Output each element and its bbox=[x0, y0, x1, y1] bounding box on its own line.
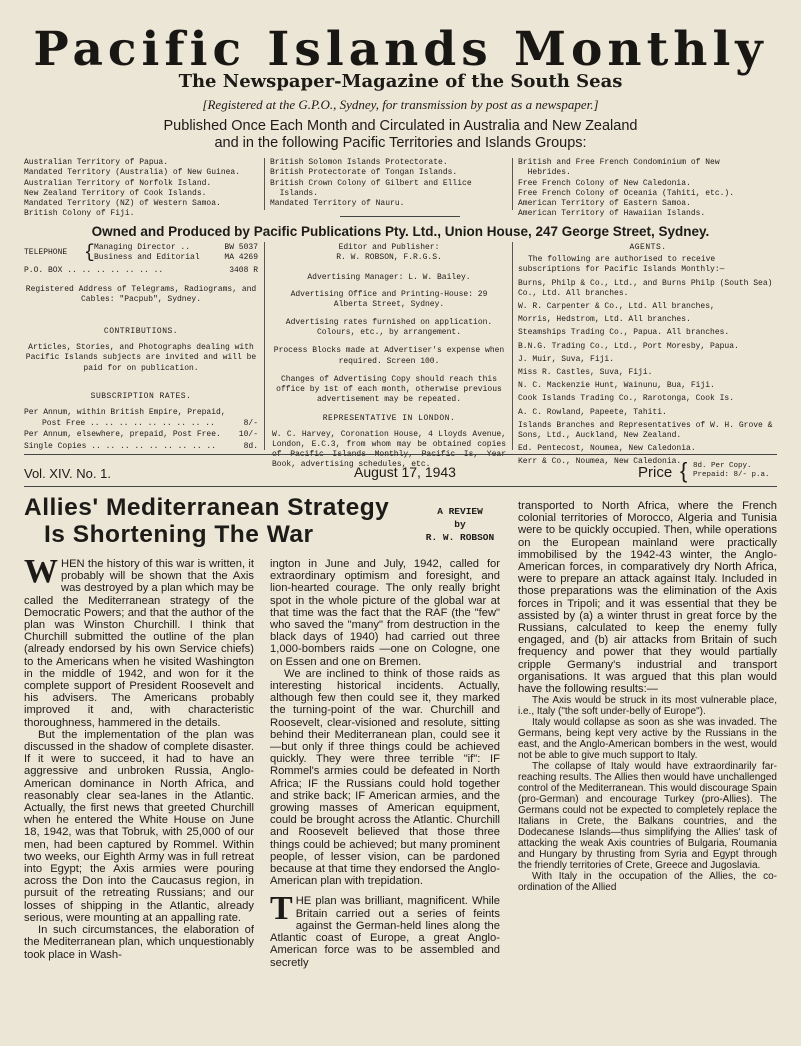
brace: { bbox=[84, 243, 95, 264]
article-headline bbox=[24, 494, 409, 548]
territory-item: New Zealand Territory of Cook Islands. bbox=[24, 188, 207, 198]
price-label: Price bbox=[638, 464, 673, 481]
headline-line-1: Allies' Mediterranean Strategy bbox=[24, 494, 390, 521]
agent-item: Kerr & Co., Noumea, New Caledonia. bbox=[518, 457, 682, 467]
drop-cap: T bbox=[270, 890, 293, 928]
agent-item: N. C. Mackenzie Hunt, Wainunu, Bua, Fiji. bbox=[518, 381, 715, 391]
subscription-price: 8d. bbox=[243, 441, 258, 451]
territory-item: American Territory of Eastern Samoa. bbox=[518, 199, 691, 209]
agents-heading: AGENTS. bbox=[629, 243, 667, 252]
territory-item: Free French Colony of Oceania (Tahiti, etc.). bbox=[518, 188, 735, 198]
paragraph: With Italy in the occupation of the Allies, the co-ordination of the Allied bbox=[518, 871, 777, 894]
contributions-heading: CONTRIBUTIONS. bbox=[103, 327, 179, 337]
paragraph-text: HEN the history of this war is written, it probably will be shown that the Axis was destroyed by a plan which may be called the Mediterranean strategy of the Democratic Powers; and that the author of the plan was Winston Churchill. I think that Churchill submitted the outline of the plan (already endorsed by his own Service chiefs) to the Americans when he visited Washington in the middle of 1942, and won for it the complete support of President Roosevelt and his advisers. The Americans probably improved it and, with characteristic thoroughness, hammered in the details. bbox=[24, 558, 254, 729]
territory-item: Mandated Territory of Nauru. bbox=[270, 199, 405, 209]
territory-item: British Crown Colony of Gilbert and Ellice bbox=[270, 178, 472, 188]
paragraph: In such circumstances, the elaboration of the Mediterranean plan, which unquestionably took place in Wash- bbox=[24, 924, 254, 961]
contributions-text: Articles, Stories, and Photographs dealing with Pacific Islands subjects are invited and will be paid for on publication. bbox=[25, 343, 257, 373]
paragraph: Italy would collapse as soon as she was invaded. The Germans, being kept very active by the Russians in the east, and the Anglo-American bombers in the west, would not be able to give much support to Italy. bbox=[518, 717, 777, 762]
paragraph: ington in June and July, 1942, called for extraordinary optimism and foresight, and lion-hearted courage. The only really bright spot in the whole picture of the global war at that time was the fact that the RAF (the "few" who saved the "many" from destruction in the black days of 1940) had carried out three 1,000-bombers raids —one on Cologne, one on Essen and one on Bremen. bbox=[270, 558, 500, 668]
paragraph: We are inclined to think of those raids as interesting historical incidents. Actually, although few then could see it, they marked the turning-point of the war. Churchill and Roosevelt, clear-visioned and resolute, sitting behind their Mediterranean plan, could see it—but only if three things could be achieved quickly. They were three terrible "if": IF Rommel's armies could be defeated in North Africa; IF the Russians could hold together and strike back; IF American armies, and the growing masses of American equipment, could be brought across the Atlantic. Churchill and Roosevelt believed that those three things could be achieved; but many prominent people, of lesser vision, can be pardoned because at that time they endorsed the Anglo-American plan with trepidation. bbox=[270, 667, 500, 888]
subscription-label: Per Annum, elsewhere, prepaid, Post Free. bbox=[24, 430, 221, 440]
volume-number: Vol. XIV. No. 1. bbox=[24, 466, 111, 481]
agent-item: Miss R. Castles, Suva, Fiji. bbox=[518, 368, 653, 378]
article-column-1 bbox=[24, 553, 254, 961]
rule bbox=[24, 486, 777, 487]
agent-item: Ed. Pentecost, Noumea, New Caledonia. bbox=[518, 444, 696, 454]
agent-item: W. R. Carpenter & Co., Ltd. All branches, bbox=[518, 302, 715, 312]
article-column-2 bbox=[270, 558, 500, 969]
tel-label: Managing Director .. bbox=[94, 243, 191, 252]
territory-item: Australian Territory of Norfolk Island. bbox=[24, 178, 212, 188]
paragraph: The Axis would be struck in its most vulnerable place, i.e., Italy ("the soft under-belly of Europe"). bbox=[518, 695, 777, 718]
territory-item: British and Free French Condominium of New bbox=[518, 158, 720, 167]
ownership-line: Owned and Produced by Pacific Publications Pty. Ltd., Union House, 247 George Street, Sydney. bbox=[91, 224, 710, 239]
column-divider bbox=[264, 158, 265, 210]
subscription-label: Post Free .. .. .. .. .. .. .. .. .. bbox=[42, 419, 215, 429]
price-details bbox=[693, 462, 770, 480]
masthead-subtitle: The Newspaper-Magazine of the South Seas bbox=[178, 71, 623, 92]
column-divider bbox=[512, 242, 513, 450]
territory-item: Mandated Territory (Australia) of New Guinea. bbox=[24, 168, 241, 178]
drop-cap: W bbox=[24, 553, 58, 590]
territories-column-2 bbox=[270, 158, 510, 209]
territory-item: American Territory of Hawaiian Islands. bbox=[518, 209, 706, 219]
registration-note: [Registered at the G.P.O., Sydney, for transmission by post as a newspaper.] bbox=[202, 97, 599, 112]
subscription-heading: SUBSCRIPTION RATES. bbox=[90, 391, 192, 401]
territory-item: Free French Colony of New Caledonia. bbox=[518, 178, 691, 188]
issue-info-bar bbox=[24, 458, 777, 484]
circulation-line-2: and in the following Pacific Territories and Islands Groups: bbox=[214, 135, 587, 151]
agent-item: Steamships Trading Co., Papua. All branches. bbox=[518, 328, 730, 338]
editor-name: R. W. ROBSON, F.R.G.S. bbox=[336, 253, 442, 263]
circulation-statement bbox=[40, 118, 761, 152]
editor-label: Editor and Publisher: bbox=[338, 243, 440, 252]
issue-date: August 17, 1943 bbox=[354, 464, 456, 480]
agents-intro: The following are authorised to receive subscriptions for Pacific Islands Monthly:— bbox=[518, 255, 725, 275]
agent-item: Morris, Hedstrom, Ltd. All branches. bbox=[518, 315, 691, 325]
po-box-label: P.O. BOX .. .. .. .. .. .. .. bbox=[24, 266, 164, 276]
agent-item: A. C. Rowland, Papeete, Tahiti. bbox=[518, 407, 667, 417]
po-box-row bbox=[24, 266, 258, 276]
subscription-price: 10/- bbox=[238, 430, 258, 440]
subscription-row bbox=[24, 419, 258, 429]
territory-item: British Protectorate of Tongan Islands. bbox=[270, 168, 458, 178]
subscription-rate-1a: Per Annum, within British Empire, Prepaid, bbox=[24, 408, 226, 418]
byline-author: R. W. ROBSON bbox=[425, 532, 495, 543]
paragraph bbox=[270, 890, 500, 969]
telephone-block bbox=[24, 243, 258, 263]
paragraph: The collapse of Italy would have extraordinarily far-reaching results. The Allies then would have unchallenged control of the Mediterranean. This would discourage Spain (pro-German) and encourage Turkey (pro-Allies). The Germans could not be expected to completely replace the Italians in Crete, the Balkans countries, and the Dodecanese Islands—thus simplifying the Allies' task of attacking the weak Axis countries of Bulgaria, Roumania and Hungary by thrusting from Syria and Egypt through the friendly territories of Crete, Greece and Jugoslavia. bbox=[518, 761, 777, 872]
telephone-label: TELEPHONE bbox=[24, 248, 68, 258]
subscription-row bbox=[24, 430, 258, 440]
tel-number: BW 5037 bbox=[224, 243, 258, 252]
territory-item: British Colony of Fiji. bbox=[24, 209, 135, 219]
circulation-line-1: Published Once Each Month and Circulated in Australia and New Zealand bbox=[163, 118, 638, 134]
byline-by: by bbox=[454, 519, 466, 530]
registered-address: Registered Address of Telegrams, Radiograms, and Cables: "Pacpub", Sydney. bbox=[25, 284, 257, 304]
price-prepaid: Prepaid: 8/- p.a. bbox=[693, 471, 770, 479]
headline-line-2: Is Shortening The War bbox=[44, 521, 314, 548]
paragraph: transported to North Africa, where the French colonial territories of Morocco, Algeria and Tunisia were to be quickly occupied. Then, while operations on the European mainland were practically immobilised by the 1942-43 winter, the Anglo-American forces, in comparatively dry North Africa, were to prepare an attack against Italy. Included in those preparations was the elimination of the Axis forces in Tripoli; and it was essential that they be assisted by (a) a winter thrust in great force by the Russians, calculated to keep the enemy fully engaged, and (b) air attacks from Britain of such frequency and power that they would partially cripple Germany's industrial and transport organisations. It was argued that this plan would have the following results:— bbox=[518, 500, 777, 696]
article-column-3 bbox=[518, 500, 777, 893]
short-divider bbox=[340, 216, 460, 217]
territory-item: Mandated Territory (NZ) of Western Samoa. bbox=[24, 199, 221, 209]
territories-column-1 bbox=[24, 158, 264, 220]
advertising-rates: Advertising rates furnished on application. Colours, etc., by arrangement. bbox=[285, 318, 493, 338]
tel-label: Business and Editorial bbox=[94, 253, 200, 263]
territory-item: Islands. bbox=[270, 188, 319, 198]
agent-item: Islands Branches and Representatives of W. H. Grove & Sons, Ltd., Auckland, New Zealand. bbox=[518, 420, 773, 441]
territories-column-3 bbox=[518, 158, 780, 220]
agent-item: Cook Islands Trading Co., Rarotonga, Cook Is. bbox=[518, 394, 735, 404]
byline-kicker: A REVIEW bbox=[437, 506, 483, 517]
london-rep-heading: REPRESENTATIVE IN LONDON. bbox=[322, 414, 456, 424]
column-divider bbox=[264, 242, 265, 450]
territory-item: British Solomon Islands Protectorate. bbox=[270, 158, 448, 167]
advertising-manager: Advertising Manager: L. W. Bailey. bbox=[307, 273, 471, 283]
article-byline bbox=[414, 505, 506, 544]
rule bbox=[24, 454, 777, 455]
agent-item: Burns, Philp & Co., Ltd., and Burns Philp (South Sea) Co., Ltd. All branches. bbox=[518, 278, 773, 298]
editorial-box bbox=[272, 243, 506, 470]
territory-item: Australian Territory of Papua. bbox=[24, 158, 169, 167]
subscription-row bbox=[24, 442, 258, 452]
price-per-copy: 8d. Per Copy. bbox=[693, 462, 752, 470]
territory-item: Hebrides. bbox=[518, 168, 571, 178]
masthead-title: Pacific Islands Monthly bbox=[33, 22, 768, 77]
contact-box bbox=[24, 243, 258, 452]
column-divider bbox=[512, 158, 513, 210]
price-brace: { bbox=[680, 458, 688, 483]
paragraph-text: HE plan was brilliant, magnificent. While Britain carried out a series of feints against the German-held lines along the Atlantic coast of Europe, a great Anglo-American force was to be assembled and secretly bbox=[270, 895, 500, 969]
paragraph bbox=[24, 553, 254, 729]
london-rep-text: W. C. Harvey, Coronation House, 4 Lloyds Avenue, London, E.C.3, from whom may be obtained copies Book, advertising schedules, etc. bbox=[272, 429, 506, 470]
po-box-number: 3408 R bbox=[229, 266, 258, 276]
agents-box bbox=[518, 243, 778, 468]
subscription-label: Single Copies .. .. .. .. .. .. .. .. .. bbox=[24, 441, 217, 451]
process-blocks: Process Blocks made at Advertiser's expense when required. Screen 100. bbox=[273, 346, 505, 366]
agent-item: J. Muir, Suva, Fiji. bbox=[518, 354, 615, 364]
paragraph: But the implementation of the plan was discussed in the shadow of complete disaster. If it were to succeed, it had to have an aggressive and unbroken Russia, Anglo-American dominance in North Africa, and reasonably clear sea-lanes in the Atlantic. Actually, the first news that greeted Churchill when he entered the White House on June 18, 1942, was that Tobruk, with 25,000 of our men, had been captured by Rommel. Within two weeks, our Eighth Army was in full retreat into Egypt; the Axis armies were pouring across the Don into the Caucasus region, in pursuit of the retreating Russians; and our losses of shipping in the Atlantic, already serious, were mounting at an appalling rate. bbox=[24, 728, 254, 924]
advertising-office: Advertising Office and Printing-House: 29 Alberta Street, Sydney. bbox=[290, 289, 488, 309]
agent-item: B.N.G. Trading Co., Ltd., Port Moresby, Papua. bbox=[518, 341, 739, 351]
tel-number: MA 4269 bbox=[224, 253, 258, 263]
copy-changes: Changes of Advertising Copy should reach this office by 1st of each month, otherwise previous advertisement may be repeated. bbox=[276, 374, 502, 405]
subscription-price: 8/- bbox=[243, 419, 258, 429]
